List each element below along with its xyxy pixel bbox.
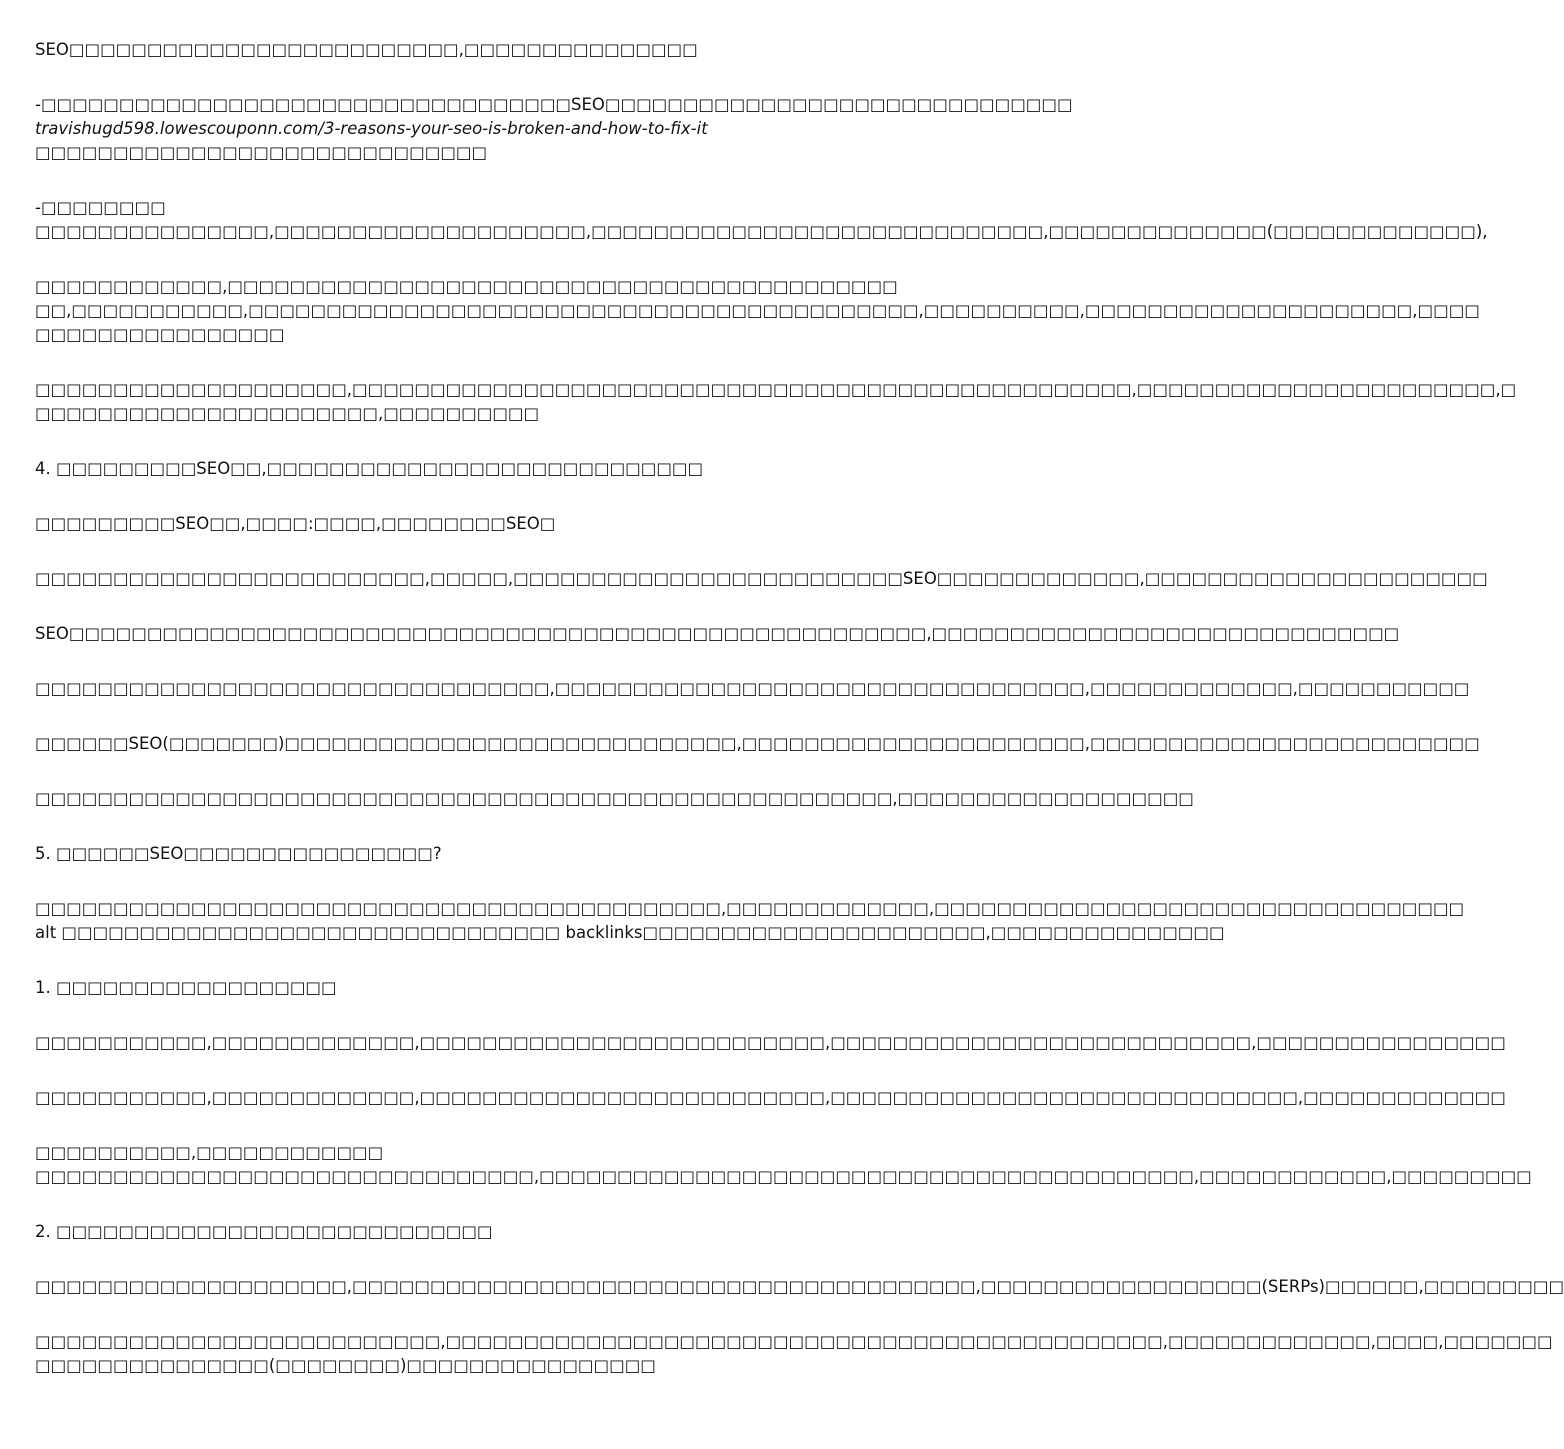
text-line: 2. □□□□□□□□□□□□□□□□□□□□□□□□□□□□ (35, 1222, 493, 1241)
document-body (35, 38, 1564, 1409)
paragraph (35, 1330, 1553, 1378)
paragraph (35, 787, 1194, 811)
paragraph (35, 1086, 1506, 1110)
text-line: □□□□□□□□□□□□□□□□□□□□□□□□□□□□□□□□,□□□□□□□□□□□□□□□□□□□□□□□□□□□□□□□□□□□□□□□□□□,□□□□□□□□□□□□,□□□□□□□□□ (35, 1167, 1532, 1186)
paragraph (35, 275, 1480, 347)
text-line: □□□□□□□□□□□□□□□□ (35, 325, 285, 344)
section-heading (35, 1220, 990, 1244)
paragraph (35, 622, 1400, 646)
paragraph (35, 732, 1480, 756)
text-line: □□□□□□□□□□□□,□□□□□□□□□□□□□□□□□□□□□□□□□□□□□□□□□□□□□□□□□□□ (35, 277, 898, 296)
text-line: □□□□□□□□□□□□□□□□□□□□□□□□□□,□□□□□□□□□□□□□□□□□□□□□□□□□□□□□□□□□□□□□□□□□□□□□□,□□□□□□□□□□□□□,□□□□,□□□□□□□ (35, 1332, 1553, 1351)
text-line: □□□□□□SEO(□□□□□□□)□□□□□□□□□□□□□□□□□□□□□□□□□□□□□,□□□□□□□□□□□□□□□□□□□□□□,□□□□□□□□□□□□□□□□□□□□□□□□□ (35, 734, 1480, 753)
text-line: □□□□□□□□□□□□□□□□□□□□□□□□□□□□□□□□□□□□□□□□□□□□,□□□□□□□□□□□□□,□□□□□□□□□□□□□□□□□□□□□□□□□□□□□□□□□□ (35, 899, 1465, 918)
text-line: □□□□□□□□□□□□□□□□□□□□□□□□□□□□□□□□□□□□□□□□□□□□□□□□□□□□□□□,□□□□□□□□□□□□□□□□□□□ (35, 789, 1194, 808)
text-line: □□□□□□□□□□□□□□□□□□□□□□□□□,□□□□□,□□□□□□□□□□□□□□□□□□□□□□□□□SEO□□□□□□□□□□□□□,□□□□□□□□□□□□□□□□□□□□□□ (35, 569, 1488, 588)
paragraph (35, 93, 1073, 165)
text-line: □□□□□□□□□□□□□□□,□□□□□□□□□□□□□□□□□□□□,□□□□□□□□□□□□□□□□□□□□□□□□□□□□□,□□□□□□□□□□□□□□(□□□□□□□□□□□□□), (35, 222, 1488, 241)
text-line: □□□□□□□□□□□□□□□□□□□□□□,□□□□□□□□□□ (35, 404, 540, 423)
paragraph (35, 512, 990, 536)
text-line: SEO□□□□□□□□□□□□□□□□□□□□□□□□□,□□□□□□□□□□□□□□□ (35, 40, 698, 59)
section-heading (35, 842, 990, 866)
text-line: -□□□□□□□□□□□□□□□□□□□□□□□□□□□□□□□□□□SEO□□□□□□□□□□□□□□□□□□□□□□□□□□□□□□ (35, 95, 1073, 114)
paragraph (35, 378, 1517, 426)
paragraph (35, 677, 1470, 701)
paragraph (35, 1275, 1564, 1299)
text-line: □□□□□□□□□□□,□□□□□□□□□□□□□,□□□□□□□□□□□□□□□□□□□□□□□□□□,□□□□□□□□□□□□□□□□□□□□□□□□□□□□□□,□□□□□□□□□□□□□ (35, 1088, 1506, 1107)
paragraph (35, 567, 1488, 591)
paragraph (35, 1141, 1532, 1189)
text-line: □□□□□□□□□□□□□□□□□□□□□□□□□□□□□ (35, 143, 488, 162)
text-line: □□□□□□□□□□□□□□□(□□□□□□□□)□□□□□□□□□□□□□□□□ (35, 1356, 656, 1375)
text-line: □□□□□□□□□□□□□□□□□□□□,□□□□□□□□□□□□□□□□□□□□□□□□□□□□□□□□□□□□□□□□,□□□□□□□□□□□□□□□□□□(SERPs)□□□□□□,□□□□□□□□□ (35, 1277, 1564, 1296)
text-line: □□□□□□□□□□□□□□□□□□□□,□□□□□□□□□□□□□□□□□□□□□□□□□□□□□□□□□□□□□□□□□□□□□□□□□□,□□□□□□□□□□□□□□□□□□□□□□□,□ (35, 380, 1517, 399)
text-line: SEO□□□□□□□□□□□□□□□□□□□□□□□□□□□□□□□□□□□□□□□□□□□□□□□□□□□□□□□,□□□□□□□□□□□□□□□□□□□□□□□□□□□□□□ (35, 624, 1400, 643)
text-line: □□□□□□□□□□,□□□□□□□□□□□□ (35, 1143, 384, 1162)
text-line: 1. □□□□□□□□□□□□□□□□□□ (35, 978, 337, 997)
section-heading (35, 457, 990, 481)
paragraph (35, 196, 1488, 244)
text-line: □□□□□□□□□□□□□□□□□□□□□□□□□□□□□□□□□,□□□□□□□□□□□□□□□□□□□□□□□□□□□□□□□□□□,□□□□□□□□□□□□□,□□□□□□□□□□□ (35, 679, 1470, 698)
text-line: 5. □□□□□□SEO□□□□□□□□□□□□□□□□? (35, 844, 442, 863)
reference-link[interactable]: travishugd598.lowescouponn.com/3-reasons-your-seo-is-broken-and-how-to-fix-it (35, 119, 708, 138)
text-line: 4. □□□□□□□□□SEO□□,□□□□□□□□□□□□□□□□□□□□□□□□□□□□ (35, 459, 704, 478)
section-heading (35, 976, 990, 1000)
text-line: □□□□□□□□□SEO□□,□□□□:□□□□,□□□□□□□□SEO□ (35, 514, 556, 533)
paragraph (35, 1031, 1506, 1055)
text-line: -□□□□□□□□ (35, 198, 166, 217)
paragraph (35, 897, 1465, 945)
text-line: alt □□□□□□□□□□□□□□□□□□□□□□□□□□□□□□□□ backlinks□□□□□□□□□□□□□□□□□□□□□□,□□□□□□□□□□□□□□□ (35, 923, 1225, 942)
text-line: □□□□□□□□□□□,□□□□□□□□□□□□□,□□□□□□□□□□□□□□□□□□□□□□□□□□,□□□□□□□□□□□□□□□□□□□□□□□□□□□,□□□□□□□□□□□□□□□□ (35, 1033, 1506, 1052)
paragraph (35, 38, 990, 62)
text-line: □□,□□□□□□□□□□□,□□□□□□□□□□□□□□□□□□□□□□□□□□□□□□□□□□□□□□□□□□□,□□□□□□□□□□,□□□□□□□□□□□□□□□□□□□□□,□□□□ (35, 301, 1480, 320)
